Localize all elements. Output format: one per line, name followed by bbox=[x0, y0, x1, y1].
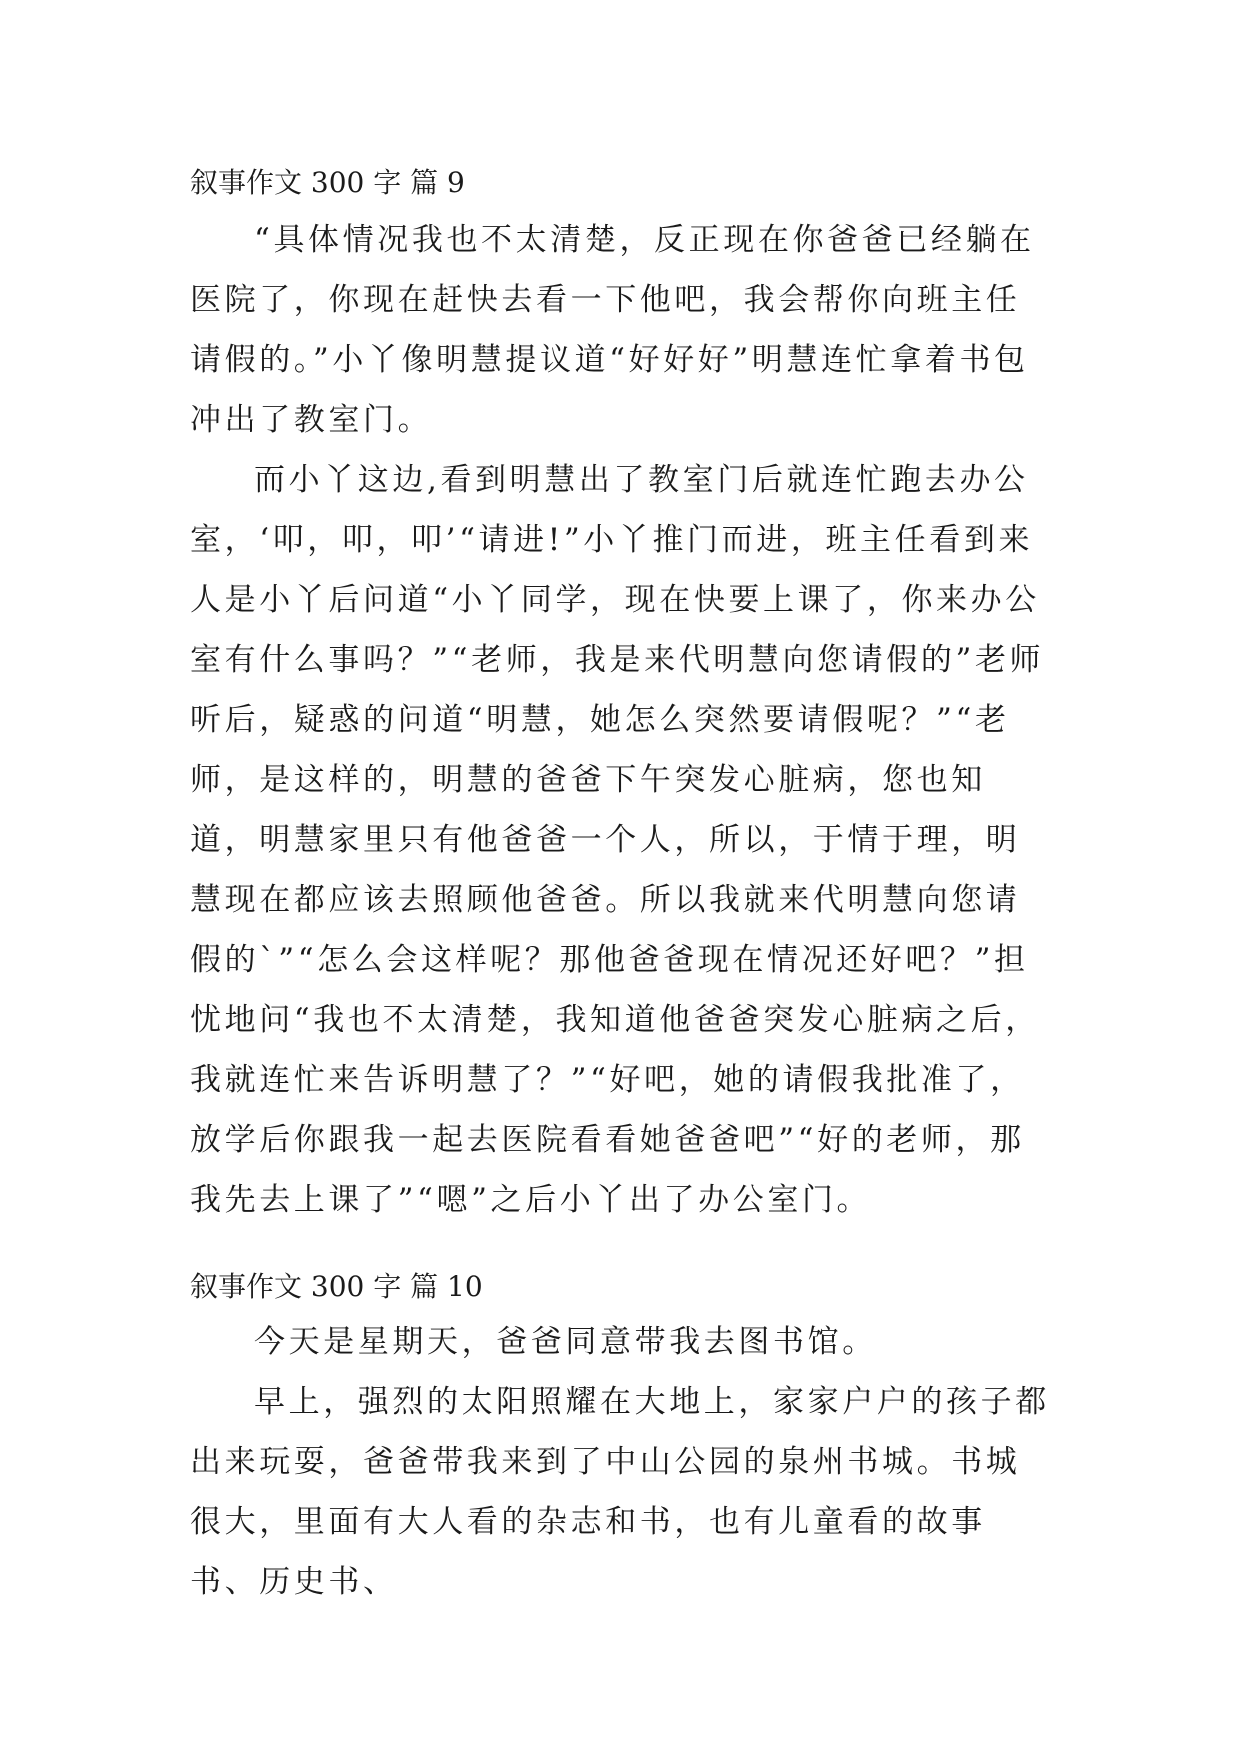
section-title: 叙事作文 300 字 篇 10 bbox=[190, 1270, 483, 1303]
paragraph: 而小丫这边,看到明慧出了教室门后就连忙跑去办公室，‘叩，叩，叩’“请进!”小丫推门而进，班主任看到来人是小丫后问道“小丫同学，现在快要上课了，你来办公室有什么事吗？”“老师，我是来代明慧向您请假的”老师听后，疑惑的问道“明慧，她怎么突然要请假呢？”“老师，是这样的，明慧的爸爸下午突发心脏病，您也知道，明慧家里只有他爸爸一个人，所以，于情于理，明慧现在都应该去照顾他爸爸。所以我就来代明慧向您请假的`”“怎么会这样呢？那他爸爸现在情况还好吧？”担忧地问“我也不太清楚，我知道他爸爸突发心脏病之后，我就连忙来告诉明慧了？”“好吧，她的请假我批准了，放学后你跟我一起去医院看看她爸爸吧”“好的老师，那我先去上课了”“嗯”之后小丫出了办公室门。 bbox=[190, 462, 1045, 1218]
section-title: 叙事作文 300 字 篇 9 bbox=[190, 166, 465, 199]
paragraph: 早上，强烈的太阳照耀在大地上，家家户户的孩子都出来玩耍，爸爸带我来到了中山公园的泉州书城。书城很大，里面有大人看的杂志和书，也有儿童看的故事书、历史书、 bbox=[190, 1384, 1050, 1600]
paragraph: 今天是星期天，爸爸同意带我去图书馆。 bbox=[254, 1324, 877, 1360]
paragraph: “具体情况我也不太清楚，反正现在你爸爸已经躺在医院了，你现在赶快去看一下他吧，我会帮你向班主任请假的。”小丫像明慧提议道“好好好”明慧连忙拿着书包冲出了教室门。 bbox=[190, 222, 1035, 438]
essay-section-9 bbox=[190, 163, 1050, 1230]
essay-section-10 bbox=[190, 1267, 1050, 1612]
